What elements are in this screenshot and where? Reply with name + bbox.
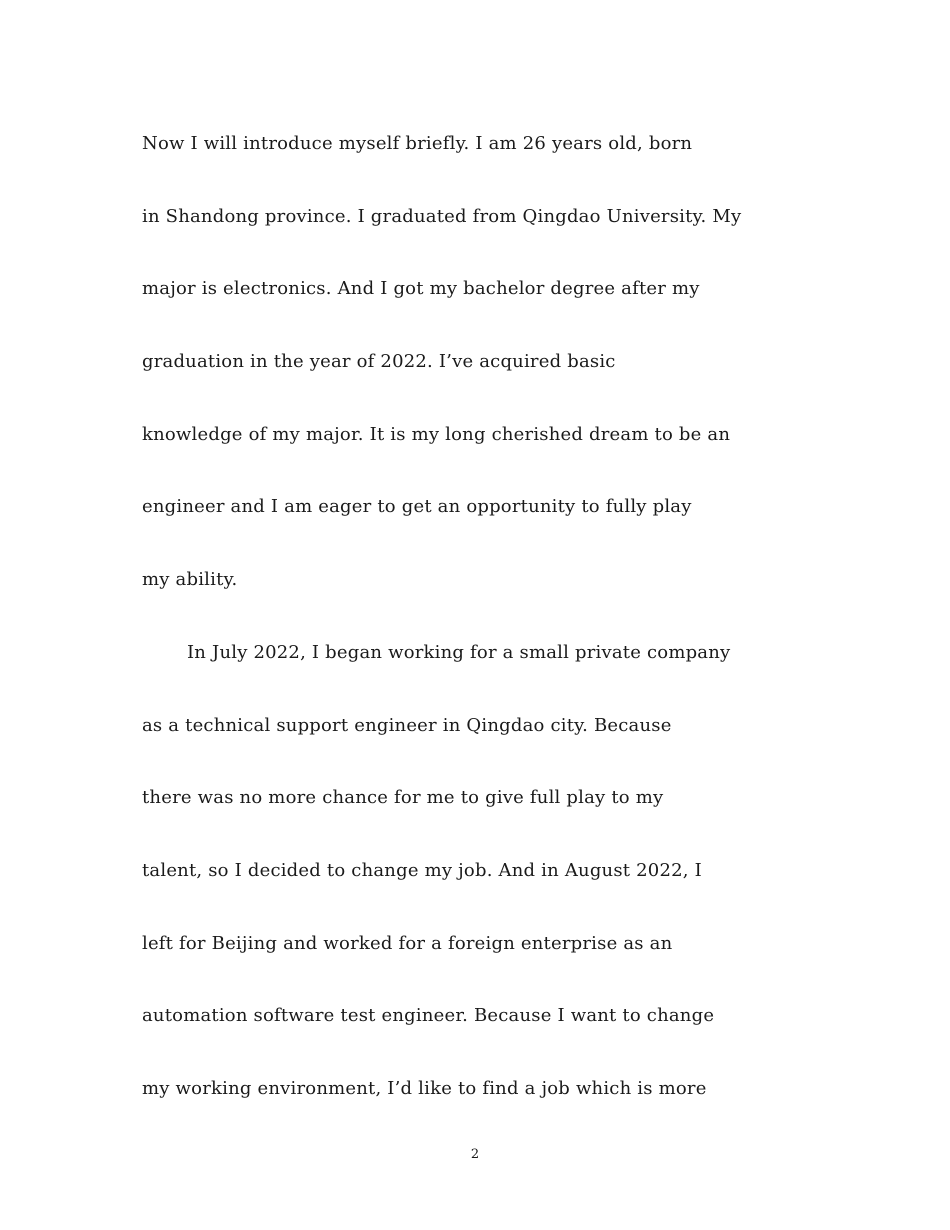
text-line: my ability. xyxy=(142,569,238,591)
text-line: as a technical support engineer in Qingdao city. Because xyxy=(142,714,672,736)
text-line: graduation in the year of 2022. I’ve acquired basic xyxy=(142,351,616,373)
page-number: 2 xyxy=(470,1147,480,1162)
text-line: knowledge of my major. It is my long cherished dream to be an xyxy=(142,423,731,445)
body-text xyxy=(142,126,822,1144)
paragraph-work-experience xyxy=(142,635,822,1144)
text-line: engineer and I am eager to get an opportunity to fully play xyxy=(142,496,692,518)
text-line: my working environment, I’d like to find a job which is more xyxy=(142,1077,707,1099)
paragraph-introduction xyxy=(142,126,822,635)
text-line: talent, so I decided to change my job. And in August 2022, I xyxy=(142,859,702,881)
text-line: left for Beijing and worked for a foreign enterprise as an xyxy=(142,932,673,954)
text-line: there was no more chance for me to give full play to my xyxy=(142,787,664,809)
text-line: in Shandong province. I graduated from Qingdao University. My xyxy=(142,205,742,227)
text-line: In July 2022, I began working for a small private company xyxy=(187,641,731,663)
text-line: major is electronics. And I got my bachelor degree after my xyxy=(142,278,700,300)
text-line: automation software test engineer. Because I want to change xyxy=(142,1005,715,1027)
text-line: Now I will introduce myself briefly. I am 26 years old, born xyxy=(142,133,693,154)
